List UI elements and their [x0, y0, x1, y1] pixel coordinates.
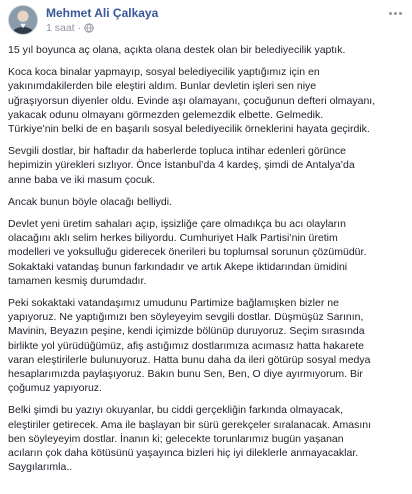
post-paragraph: 15 yıl boyunca aç olana, açıkta olana destek olan bir belediyecilik yaptık. [8, 44, 346, 56]
post-meta [46, 22, 94, 34]
more-options-icon[interactable] [386, 6, 404, 20]
meta-separator: · [77, 22, 82, 34]
post-paragraph: Koca koca binalar yapmayıp, sosyal belediyecilik yaptığımız için en yakınımdakilerden bile eleştiri aldım. Bunlar devletin işleri sen niye uğraşıyorsun diyenler oldu. Evinde aşı olamayanı, çocuğunun defteri olmayanı, yakacak odunu olmayanı görmezden gelemezdik elbette. Gelmedik. Türkiye’nin belki de en başarılı sosyal belediyecilik örneklerini hayata geçirdik. [8, 66, 376, 136]
profile-photo-icon [9, 6, 37, 34]
post-paragraph: Peki sokaktaki vatandaşımız umudunu Partimize bağlamışken bizler ne yapıyoruz. Ne yaptığımızı ben söyleyeyim sevgili dostlar. Düşmüşüz Sarının, Mavinin, Beyazın peşine, kendi içimizde bölünüp duruyoruz. Seçim sırasında birlikte yol yürüdüğümüz, afiş astığımız dostlarımıza acımasız hatta hakarete varan eleştirilerle bulunuyoruz. Hatta bunu daha da ileri götürüp sosyal medya hesaplarımızda paylaşıyoruz. Bakın bunu Sen, Ben, O diye ayırmıyorum. Bir çoğumuz yapıyoruz. [8, 297, 371, 395]
post-paragraph: Ancak bunun böyle olacağı belliydi. [8, 195, 173, 208]
post-paragraph: Devlet yeni üretim sahaları açıp, işsizliğe çare olmadıkça bu acı olayların olacağını aklı selim herkes biliyordu. Cumhuriyet Halk Partisi’nin üretim modelleri ve yoksulluğu giderecek önerileri bu toplumsal sorunun çözümüdür. Sokaktaki vatandaş bunun farkındadır ve artık Akepe iktidarından ümidini tamamen kesmiş durumdadır. [8, 218, 367, 287]
post-paragraph: Belki şimdi bu yazıyı okuyanlar, bu ciddi gerçekliğin farkında olmayacak, eleştiriler getirecek. Ama ile başlayan bir sürü gerekçeler sıralanacak. Amasını ben söyleyeyim dostlar. İnanın ki; gelecekte torunlarımız bugün yaşanan acıların çok daha kötüsünü yaşayınca bizleri hiç iyi dileklerle anmayacaklar. Saygılarımla.. [8, 404, 371, 474]
post-paragraph: Sevgili dostlar, bir haftadır da haberlerde topluca intihar edenleri görünce hepimizin yürekleri sızlıyor. Önce İstanbul’da 4 kardeş, şimdi de Antalya’da anne baba ve iki masum çocuk. [8, 145, 355, 186]
globe-icon[interactable] [84, 23, 94, 33]
avatar[interactable] [8, 5, 38, 35]
post-body [8, 43, 406, 482]
post-time[interactable]: 1 saat [46, 22, 75, 34]
post-header [8, 4, 404, 38]
author-name[interactable]: Mehmet Ali Çalkaya [46, 6, 159, 20]
